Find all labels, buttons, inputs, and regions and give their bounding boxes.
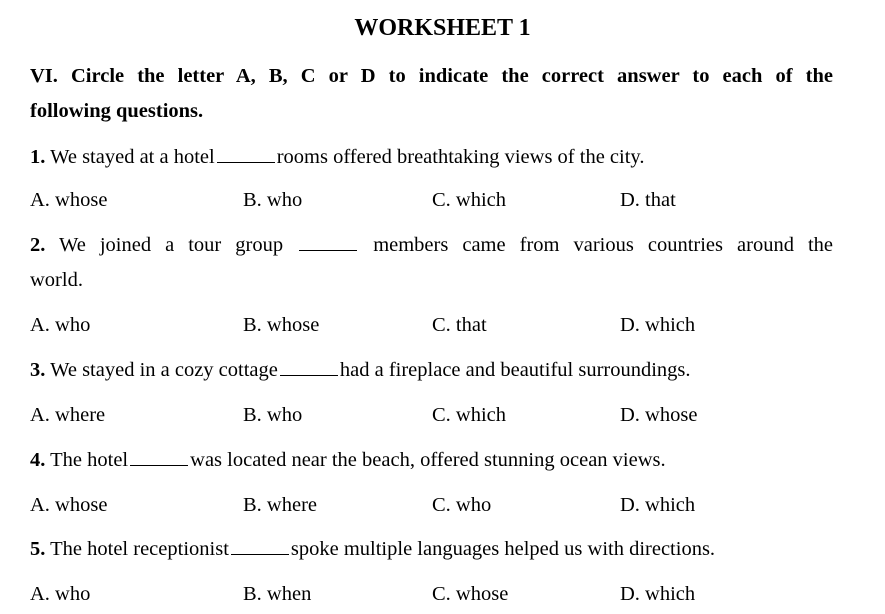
question-4-options <box>30 491 860 519</box>
option-d[interactable]: D. which <box>620 583 696 605</box>
option-c[interactable]: C. that <box>432 314 487 336</box>
question-text-before: We joined a tour group <box>59 234 284 256</box>
worksheet-title: WORKSHEET 1 <box>354 15 531 41</box>
option-a[interactable]: A. who <box>30 314 91 336</box>
option-a[interactable]: A. where <box>30 404 106 426</box>
option-b[interactable]: B. whose <box>243 314 320 336</box>
option-a[interactable]: A. who <box>30 583 91 605</box>
instruction-line-2: following questions. <box>30 100 204 122</box>
question-text-before: We stayed at a hotel <box>50 146 215 168</box>
question-text-before: The hotel <box>50 449 129 471</box>
question-text-after: spoke multiple languages helped us with directions. <box>290 538 716 560</box>
option-b[interactable]: B. who <box>243 189 303 211</box>
option-b[interactable]: B. when <box>243 583 312 605</box>
option-d[interactable]: D. whose <box>620 404 698 426</box>
question-number: 4. <box>30 449 46 471</box>
answer-blank <box>231 536 289 555</box>
question-number: 3. <box>30 359 46 381</box>
option-b[interactable]: B. who <box>243 404 303 426</box>
option-a[interactable]: A. whose <box>30 494 108 516</box>
question-text-after: was located near the beach, offered stunning ocean views. <box>190 449 666 471</box>
question-text-before: The hotel receptionist <box>50 538 229 560</box>
answer-blank <box>130 447 188 466</box>
option-a[interactable]: A. whose <box>30 189 108 211</box>
option-c[interactable]: C. which <box>432 404 507 426</box>
question-text-after: rooms offered breathtaking views of the city. <box>276 146 645 168</box>
question-5-options <box>30 580 860 608</box>
question-2 <box>30 231 833 259</box>
question-text-after: had a fireplace and beautiful surroundings. <box>339 359 691 381</box>
question-3-options <box>30 401 860 429</box>
question-2-options <box>30 311 860 339</box>
option-d[interactable]: D. which <box>620 494 696 516</box>
question-text-after: members came from various countries around the <box>373 234 834 256</box>
question-1-options <box>30 186 860 214</box>
option-c[interactable]: C. who <box>432 494 492 516</box>
answer-blank <box>217 144 275 163</box>
question-3 <box>30 356 691 384</box>
option-b[interactable]: B. where <box>243 494 318 516</box>
section-instruction <box>30 59 833 129</box>
question-4 <box>30 446 666 474</box>
option-d[interactable]: D. which <box>620 314 696 336</box>
answer-blank <box>299 232 357 251</box>
question-number: 2. <box>30 234 46 256</box>
option-c[interactable]: C. which <box>432 189 507 211</box>
question-5 <box>30 535 715 563</box>
option-d[interactable]: D. that <box>620 189 676 211</box>
question-number: 5. <box>30 538 46 560</box>
instruction-line-1: VI. Circle the letter A, B, C or D to indicate the correct answer to each of the <box>30 65 833 87</box>
question-2-continuation: world. <box>30 269 83 291</box>
option-c[interactable]: C. whose <box>432 583 509 605</box>
question-number: 1. <box>30 146 46 168</box>
answer-blank <box>280 357 338 376</box>
question-text-before: We stayed in a cozy cottage <box>50 359 278 381</box>
question-1 <box>30 143 644 171</box>
